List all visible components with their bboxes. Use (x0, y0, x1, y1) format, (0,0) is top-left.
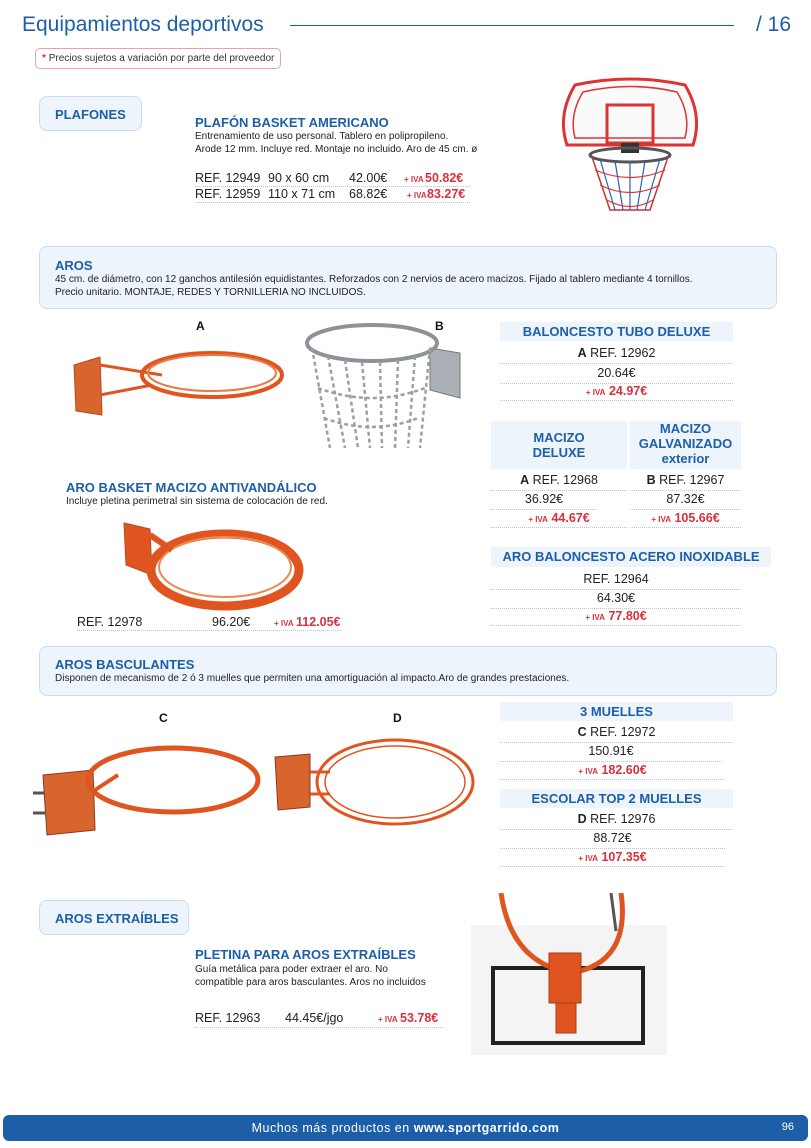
hoop-b-image (300, 318, 465, 458)
iva-price: 44.67€ (551, 511, 590, 525)
category-extraibles-label: AROS EXTRAÍBLES (55, 911, 179, 926)
iva-label: + IVA (378, 1015, 398, 1024)
ref: REF. 12959 (195, 187, 261, 201)
macizo-a-price: 36.92€ (491, 490, 597, 510)
product-desc-pletina-2: compatible para aros basculantes. Aros no incluidos (195, 977, 426, 988)
price-row-antivandalico (77, 614, 342, 631)
m3-ref-row (500, 722, 733, 743)
iva-price: 77.80€ (608, 609, 647, 623)
section-aros-desc-2: Precio unitario. MONTAJE, REDES Y TORNILLERIA NO INCLUIDOS. (55, 287, 366, 298)
inox-iva-row (491, 607, 741, 626)
price-row (195, 170, 470, 187)
iva-label: + IVA (578, 767, 598, 776)
pletina-image (471, 893, 667, 1055)
macizo-b-iva-row (630, 509, 741, 528)
iva-price: 182.60€ (601, 763, 647, 777)
macizo-a-ref-row (491, 471, 627, 491)
iva-price: 105.66€ (674, 511, 720, 525)
iva-label: + IVA (407, 191, 427, 200)
section-aros (39, 246, 777, 309)
size: 90 x 60 cm (268, 171, 330, 185)
ref: REF. 12968 (532, 473, 598, 487)
price: 42.00€ (349, 171, 388, 185)
col2-line1: MACIZO (659, 421, 712, 436)
iva-price: 112.05€ (296, 615, 341, 629)
iva-label: + IVA (404, 175, 424, 184)
image-label-d: D (393, 711, 402, 725)
product-title-pletina: PLETINA PARA AROS EXTRAÍBLES (195, 947, 416, 962)
section-basculantes-title: AROS BASCULANTES (55, 657, 195, 672)
letter: D (577, 812, 587, 826)
ref: REF. 12976 (590, 812, 656, 826)
ref: REF. 12967 (659, 473, 725, 487)
col2-line3: exterior (661, 451, 710, 466)
category-extraibles (39, 900, 189, 935)
section-basculantes (39, 646, 777, 696)
backboard-image (555, 75, 705, 225)
ref: REF. 12972 (590, 725, 656, 739)
table-header-inox: ARO BALONCESTO ACERO INOXIDABLE (491, 547, 771, 567)
macizo-a-iva-row (491, 509, 627, 528)
asterisk: * (42, 53, 46, 64)
letter: C (577, 725, 587, 739)
m2-iva-row (500, 848, 725, 867)
size: 110 x 71 cm (268, 187, 336, 201)
footer-text (3, 1121, 808, 1135)
iva-price: 50.82€ (425, 171, 464, 185)
iva-label: + IVA (585, 388, 606, 397)
hoop-c-image (33, 735, 263, 840)
m3-price: 150.91€ (500, 742, 722, 762)
table-header-3-muelles: 3 MUELLES (500, 702, 733, 721)
table-header-macizo-galvanizado (630, 421, 741, 469)
product-desc-antivandalico: Incluye pletina perimetral sin sistema de colocación de red. (66, 496, 328, 507)
table-header-tubo: BALONCESTO TUBO DELUXE (500, 322, 733, 341)
price-row-pletina (195, 1010, 443, 1028)
product-desc-plafon-2: Arode 12 mm. Incluye red. Montaje no incluido. Aro de 45 cm. ø (195, 144, 478, 155)
iva-label: + IVA (578, 854, 598, 863)
tubo-ref-row (500, 343, 733, 364)
macizo-b-price: 87.32€ (630, 490, 741, 510)
inox-ref: REF. 12964 (491, 570, 741, 590)
tubo-price: 20.64€ (500, 363, 733, 384)
ref: REF. 12962 (590, 346, 656, 360)
m2-price: 88.72€ (500, 829, 725, 849)
inox-price: 64.30€ (491, 589, 741, 609)
price-disclaimer (35, 48, 281, 69)
m3-iva-row (500, 761, 725, 780)
ref: REF. 12978 (77, 615, 143, 629)
category-plafones (39, 96, 142, 131)
iva-label: + IVA (528, 515, 548, 524)
header-divider (290, 25, 734, 26)
section-basculantes-desc: Disponen de mecanismo de 2 ó 3 muelles que permiten una amortiguación al impacto.Aro de grandes prestaciones. (55, 673, 570, 684)
m2-ref-row (500, 809, 733, 830)
price: 96.20€ (212, 615, 251, 629)
image-label-b: B (435, 319, 444, 333)
footer-prefix: Muchos más productos en (251, 1121, 410, 1135)
macizo-deluxe-label: MACIZO DELUXE (532, 430, 586, 460)
footer-bar (3, 1115, 808, 1141)
macizo-b-ref-row (630, 471, 741, 491)
product-desc-pletina-1: Guía metálica para poder extraer el aro. No (195, 964, 388, 975)
table-header-escolar-top: ESCOLAR TOP 2 MUELLES (500, 789, 733, 808)
ref: REF. 12949 (195, 171, 261, 185)
section-aros-title: AROS (55, 258, 93, 273)
iva-label: + IVA (651, 515, 671, 524)
page-section-number: / 16 (756, 13, 792, 36)
iva-price: 53.78€ (400, 1011, 439, 1025)
image-label-a: A (196, 319, 205, 333)
section-aros-desc-1: 45 cm. de diámetro, con 12 ganchos antilesión equidistantes. Reforzados con 2 nervios de acero macizos. Fijado al tablero mediante 4 tornillos. (55, 274, 693, 285)
tubo-iva-row (500, 382, 733, 401)
hoop-antivandalico-image (120, 515, 305, 615)
letter: A (577, 346, 587, 360)
hoop-d-image (270, 732, 480, 837)
product-title-antivandalico: ARO BASKET MACIZO ANTIVANDÁLICO (66, 480, 317, 495)
hoop-a-image (72, 335, 287, 425)
page-title: Equipamientos deportivos (22, 13, 264, 36)
iva-label: + IVA (274, 619, 294, 628)
iva-price: 24.97€ (608, 384, 648, 398)
product-desc-plafon-1: Entrenamiento de uso personal. Tablero en polipropileno. (195, 131, 449, 142)
letter: B (646, 473, 656, 487)
letter: A (520, 473, 530, 487)
table-header-macizo-deluxe (491, 421, 627, 469)
footer-website-link[interactable]: www.sportgarrido.com (413, 1121, 560, 1135)
product-title-plafon: PLAFÓN BASKET AMERICANO (195, 115, 389, 130)
page-number: 96 (781, 1121, 794, 1133)
iva-price: 107.35€ (601, 850, 647, 864)
price-row (195, 186, 470, 203)
ref: REF. 12963 (195, 1011, 261, 1025)
category-plafones-label: PLAFONES (55, 107, 126, 122)
iva-label: + IVA (585, 613, 605, 622)
price: 68.82€ (349, 187, 388, 201)
iva-price: 83.27€ (427, 187, 466, 201)
price-disclaimer-text: Precios sujetos a variación por parte del proveedor (48, 53, 275, 64)
price: 44.45€/jgo (285, 1011, 344, 1025)
col2-line2: GALVANIZADO (638, 436, 733, 451)
image-label-c: C (159, 711, 168, 725)
